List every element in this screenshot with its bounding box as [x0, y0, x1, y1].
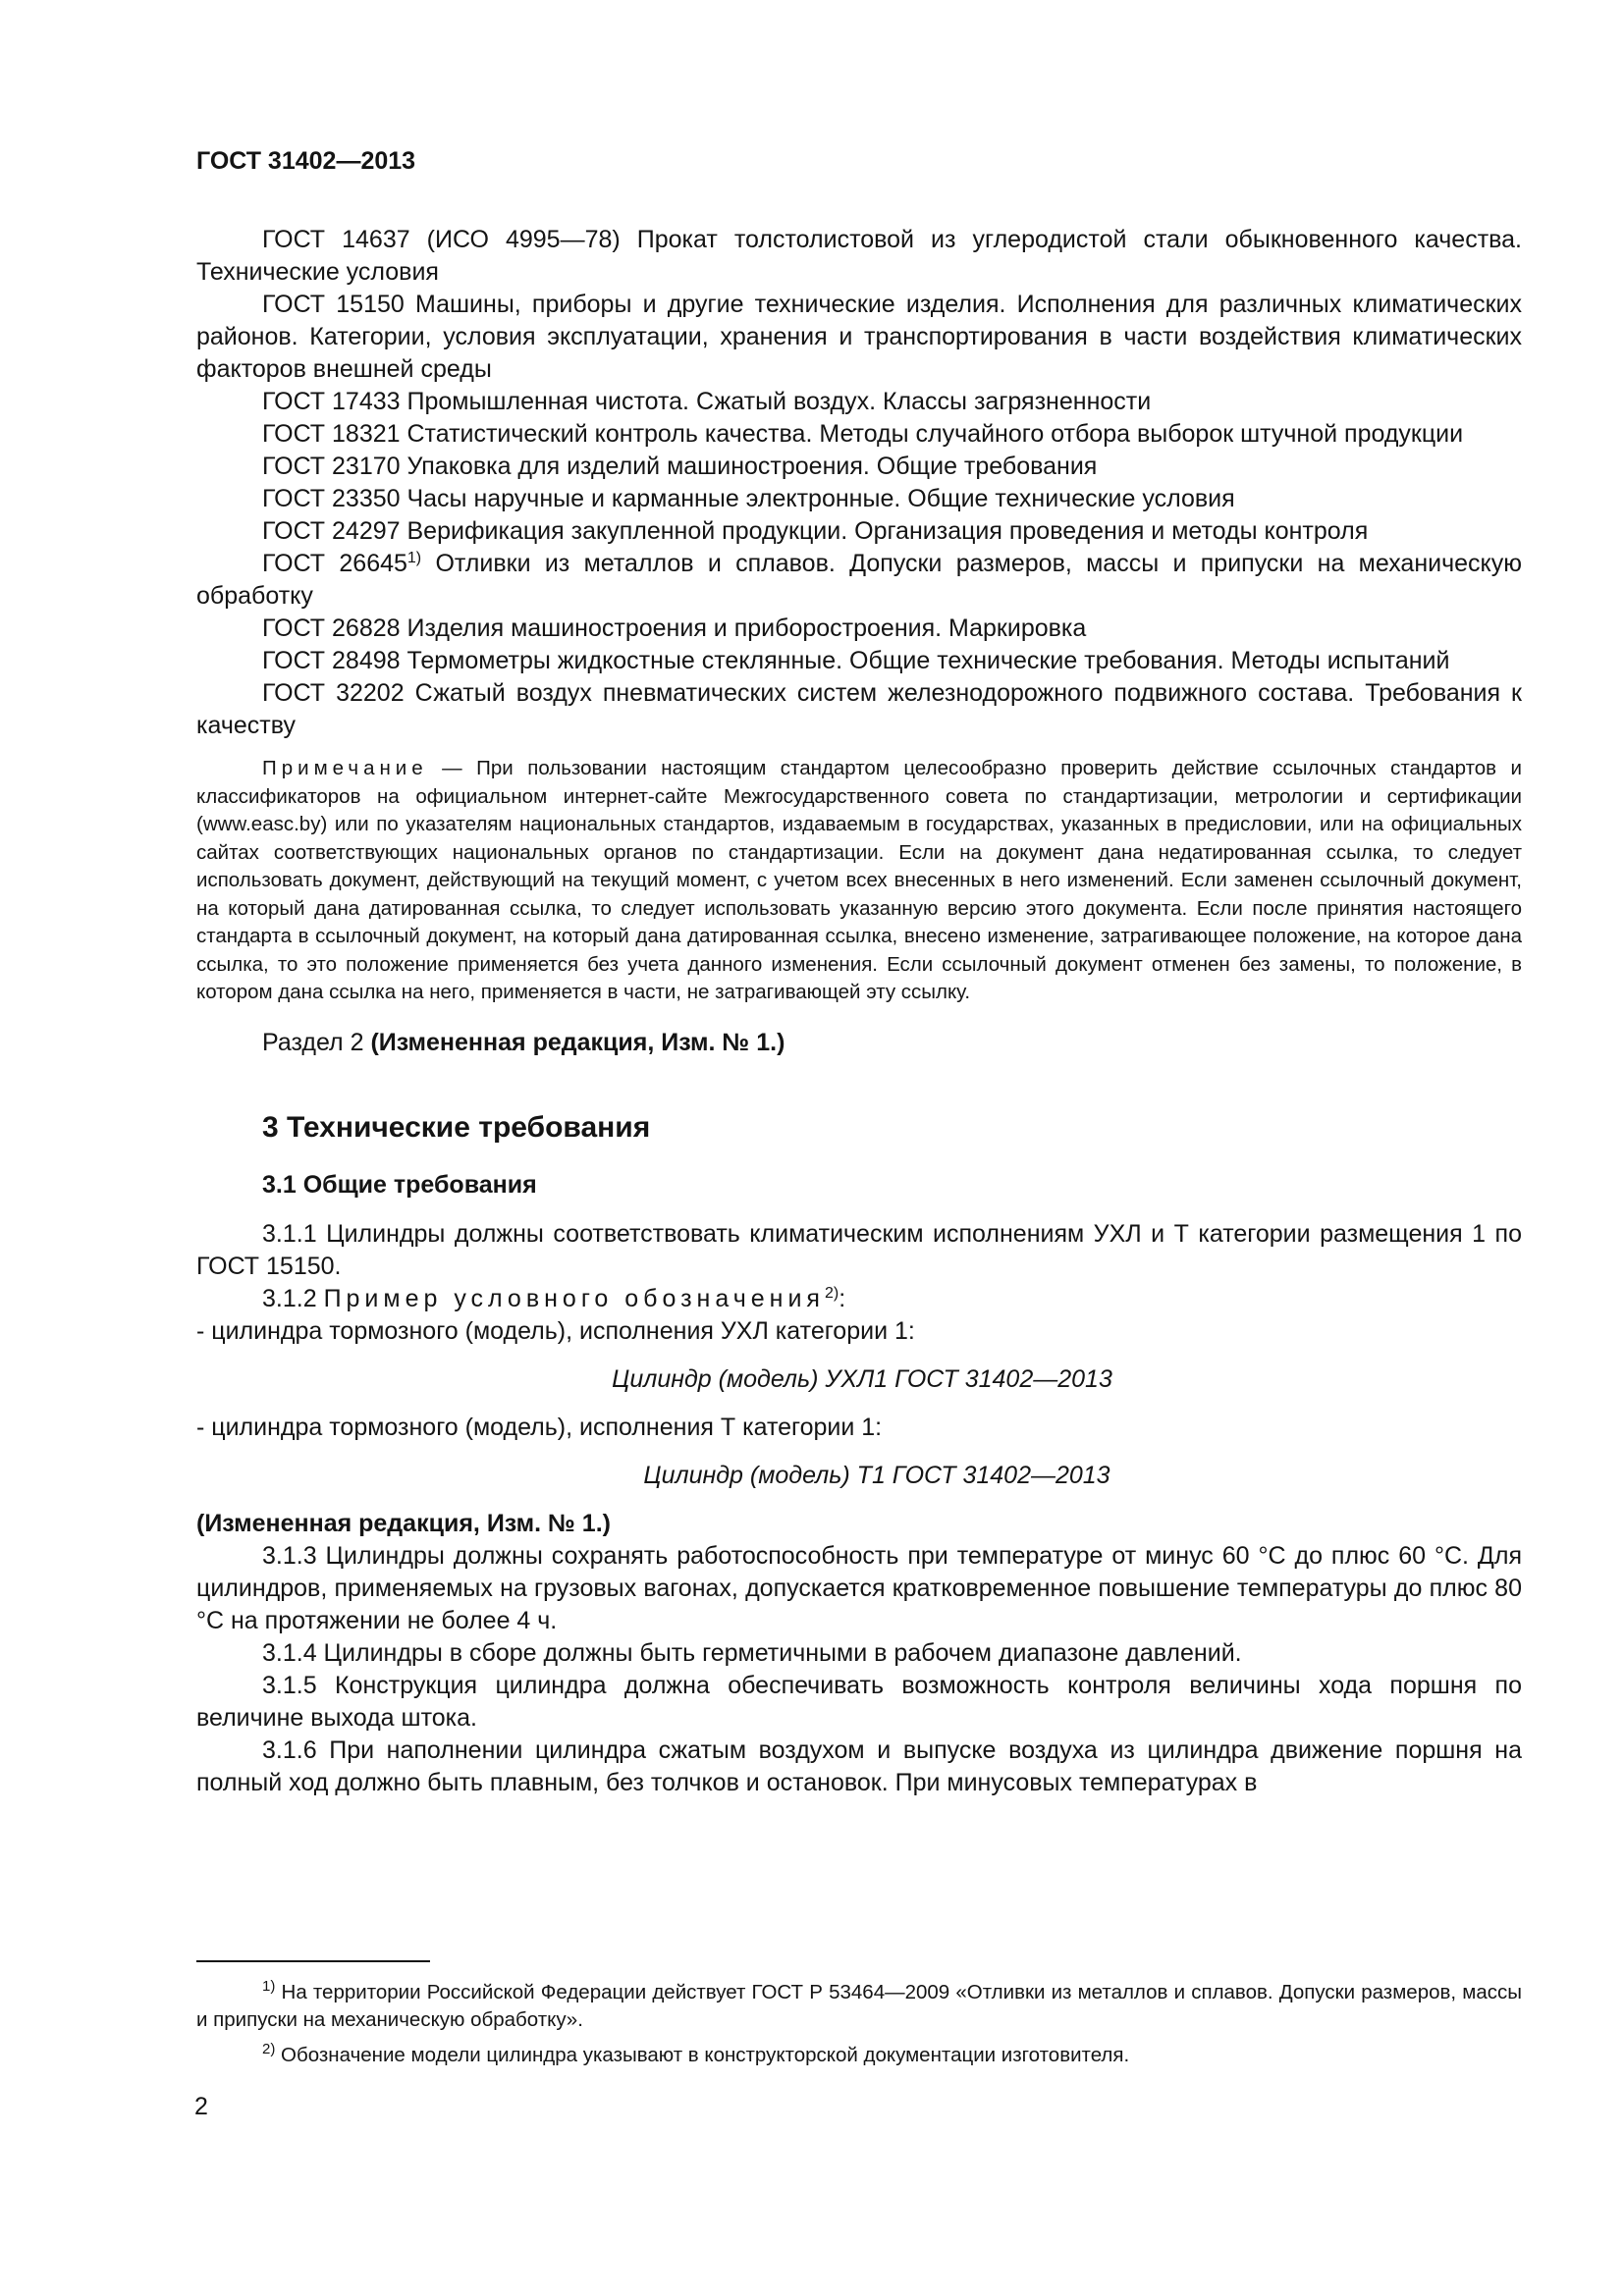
ref-item: ГОСТ 28498 Термометры жидкостные стеклянные. Общие технические требования. Методы испытаний: [262, 647, 1450, 674]
ref-item: ГОСТ 26645$^{1)}$ Отливки из металлов и сплавов. Допуски размеров, массы и припуски на механическую обработку: [196, 550, 1522, 610]
paragraph-3-1-6: 3.1.6 При наполнении цилиндра сжатым воздухом и выпуске воздуха из цилиндра движение поршня на полный ход должно быть плавным, без толчков и остановок. При минусовых температурах в: [196, 1735, 1522, 1796]
footnote: $^{1)}$ На территории Российской Федерации действует ГОСТ Р 53464—2009 «Отливки из металлов и сплавов. Допуски размеров, массы и припуски на механическую обработку».: [196, 1978, 1522, 2031]
section2-change-note: Раздел 2 (Измененная редакция, Изм. № 1.): [262, 1028, 785, 1056]
ref-item: ГОСТ 18321 Статистический контроль качества. Методы случайного отбора выборок штучной продукции: [262, 420, 1464, 448]
footnote-divider: [196, 1960, 430, 1962]
ref-item: ГОСТ 14637 (ИСО 4995—78) Прокат толстолистовой из углеродистой стали обыкновенного качества. Технические условия: [196, 226, 1522, 286]
ref-item: ГОСТ 23170 Упаковка для изделий машиностроения. Общие требования: [262, 453, 1098, 480]
designation-example: Цилиндр (модель) Т1 ГОСТ 31402—2013: [643, 1461, 1110, 1489]
paragraph-3-1-5: 3.1.5 Конструкция цилиндра должна обеспечивать возможность контроля величины хода поршня по величине выхода штока.: [196, 1671, 1522, 1732]
page-content: [196, 224, 1522, 1799]
footnotes: [196, 1979, 1522, 2077]
note-paragraph: [196, 755, 1522, 1007]
ref-item: ГОСТ 24297 Верификация закупленной продукции. Организация проведения и методы контроля: [262, 517, 1369, 545]
list-item: - цилиндра тормозного (модель), исполнения УХЛ категории 1:: [196, 1316, 915, 1345]
note-label: Примечание: [262, 757, 428, 779]
subsection-title: 3.1 Общие требования: [262, 1170, 537, 1199]
designation-example: Цилиндр (модель) УХЛ1 ГОСТ 31402—2013: [612, 1364, 1112, 1393]
ref-item: ГОСТ 26828 Изделия машиностроения и приборостроения. Маркировка: [262, 614, 1087, 642]
paragraph-3-1-1: 3.1.1 Цилиндры должны соответствовать климатическим исполнениям УХЛ и Т категории размещения 1 по ГОСТ 15150.: [196, 1219, 1522, 1280]
footnote: $^{2)}$ Обозначение модели цилиндра указывают в конструкторской документации изготовителя.: [262, 2041, 1130, 2066]
ref-item: ГОСТ 15150 Машины, приборы и другие технические изделия. Исполнения для различных климатических районов. Категории, условия эксплуатации, хранения и транспортирования в части воздействия климатических факторов внешней среды: [196, 291, 1523, 383]
paragraph-3-1-4: 3.1.4 Цилиндры в сборе должны быть герметичными в рабочем диапазоне давлений.: [262, 1638, 1242, 1667]
section-title: 3 Технические требования: [262, 1110, 651, 1144]
footnote-ref-mark: 1): [406, 550, 422, 566]
paragraph-3-1-2: 3.1.2 Пример условного обозначения$^{2)}$:: [262, 1284, 846, 1312]
page-number: 2: [194, 2093, 208, 2120]
change-note: (Измененная редакция, Изм. № 1.): [196, 1509, 611, 1537]
footnote-ref-mark: 2): [824, 1284, 839, 1302]
ref-item: ГОСТ 32202 Сжатый воздух пневматических систем железнодорожного подвижного состава. Требования к качеству: [196, 679, 1522, 739]
note-text: — При пользовании настоящим стандартом целесообразно проверить действие ссылочных стандартов и классификаторов на официальном интернет-сайте Межгосударственного совета по стандартизации, метрологии и сертификации (www.easc.by) или по указателям национальных стандартов, издаваемым в государствах, указанных в предисловии, или на официальных сайтах соответствующих национальных органов по стандартизации. Если на документ дана недатированная ссылка, то следует использовать документ, действующий на текущий момент, с учетом всех внесенных в него изменений. Если заменен ссылочный документ, на который дана датированная ссылка, то следует использовать указанную версию этого документа. Если после принятия настоящего стандарта в ссылочный документ, на который дана датированная ссылка, внесено изменение, затрагивающее положение, на которое дана ссылка, то это положение применяется без учета данного изменения. Если ссылочный документ отменен без замены, то положение, в котором дана ссылка на него, применяется в части, не затрагивающей эту ссылку.: [196, 757, 1522, 1003]
list-item: - цилиндра тормозного (модель), исполнения Т категории 1:: [196, 1413, 883, 1441]
ref-item: ГОСТ 17433 Промышленная чистота. Сжатый воздух. Классы загрязненности: [262, 388, 1152, 415]
page-header-doc-id: ГОСТ 31402—2013: [196, 147, 416, 175]
paragraph-3-1-3: 3.1.3 Цилиндры должны сохранять работоспособность при температуре от минус 60 °С до плюс 60 °С. Для цилиндров, применяемых на грузовых вагонах, допускается кратковременное повышение температуры до плюс 80 °С на протяжении не более 4 ч.: [196, 1541, 1522, 1634]
ref-item: ГОСТ 23350 Часы наручные и карманные электронные. Общие технические условия: [262, 485, 1235, 512]
